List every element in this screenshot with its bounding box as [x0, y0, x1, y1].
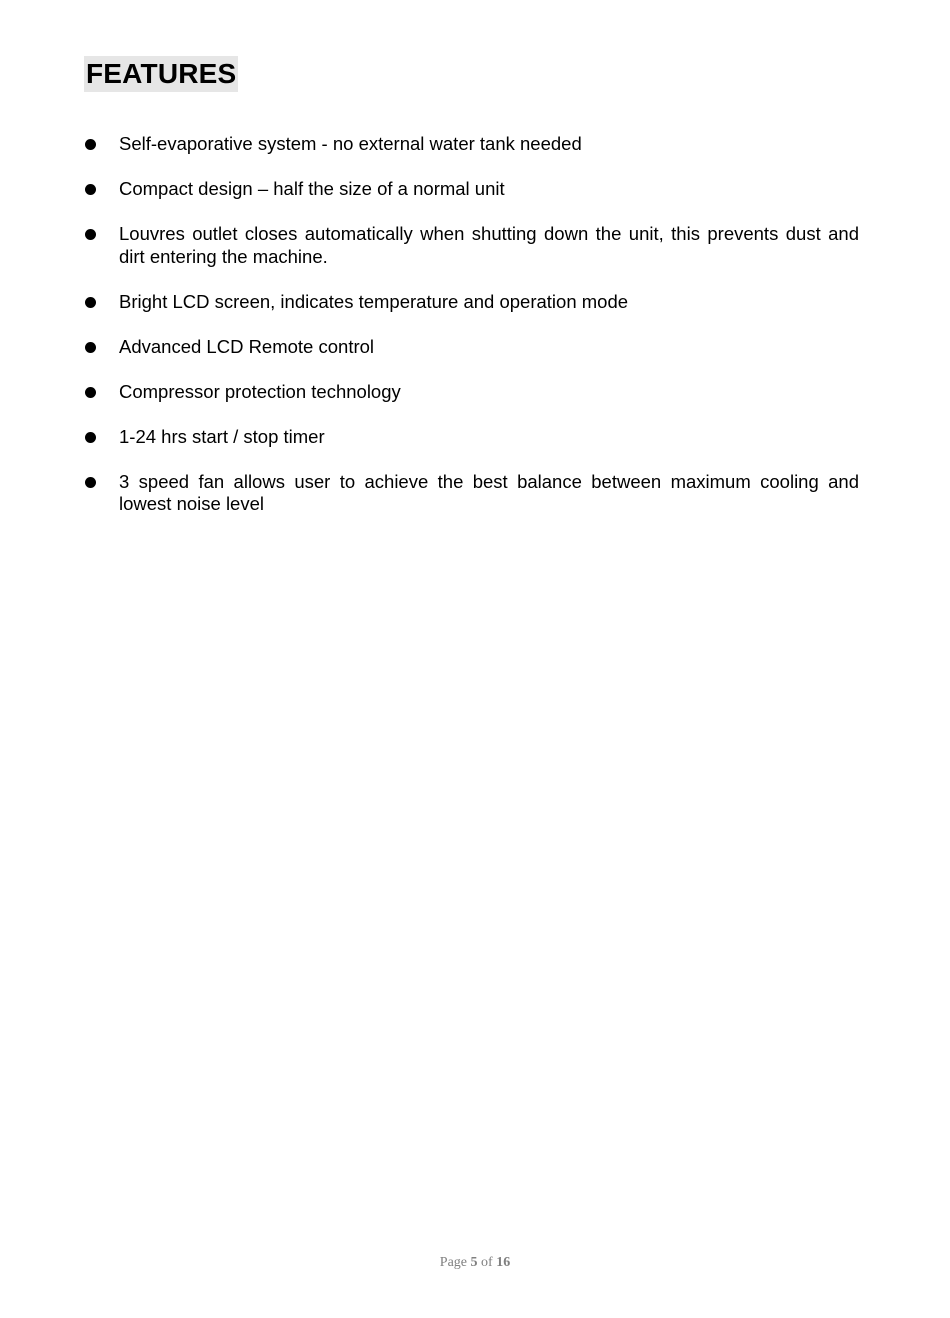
page-label: Page [439, 1255, 468, 1270]
bullet-icon [85, 139, 96, 150]
feature-text: 3 speed fan allows user to achieve the best balance between maximum cooling and lowest noise level [119, 470, 859, 514]
bullet-icon [85, 342, 96, 353]
total-pages-number: 16 [496, 1255, 511, 1270]
page-heading: FEATURES [84, 56, 238, 92]
feature-text: Advanced LCD Remote control [119, 335, 375, 357]
feature-item [84, 381, 859, 404]
page-footer [0, 1255, 950, 1271]
feature-text: Compact design – half the size of a normal unit [119, 178, 505, 199]
feature-text: Compressor protection technology [119, 380, 401, 402]
feature-item [84, 178, 859, 201]
bullet-icon [85, 184, 96, 195]
feature-item [84, 426, 859, 449]
feature-item [84, 291, 859, 314]
feature-text: Louvres outlet closes automatically when shutting down the unit, this prevents dust and dirt entering the machine. [119, 223, 859, 267]
bullet-icon [85, 432, 96, 443]
feature-item [84, 133, 859, 156]
feature-text: Bright LCD screen, indicates temperature and operation mode [119, 290, 629, 312]
feature-text: Self-evaporative system - no external water tank needed [119, 133, 582, 154]
bullet-icon [85, 229, 96, 240]
features-list [84, 133, 859, 538]
bullet-icon [85, 477, 96, 488]
feature-item [84, 223, 859, 268]
of-label: of [481, 1255, 493, 1270]
feature-item [84, 336, 859, 359]
bullet-icon [85, 297, 96, 308]
current-page-number: 5 [470, 1255, 478, 1270]
bullet-icon [85, 387, 96, 398]
feature-text: 1-24 hrs start / stop timer [119, 425, 325, 447]
feature-item [84, 471, 859, 516]
